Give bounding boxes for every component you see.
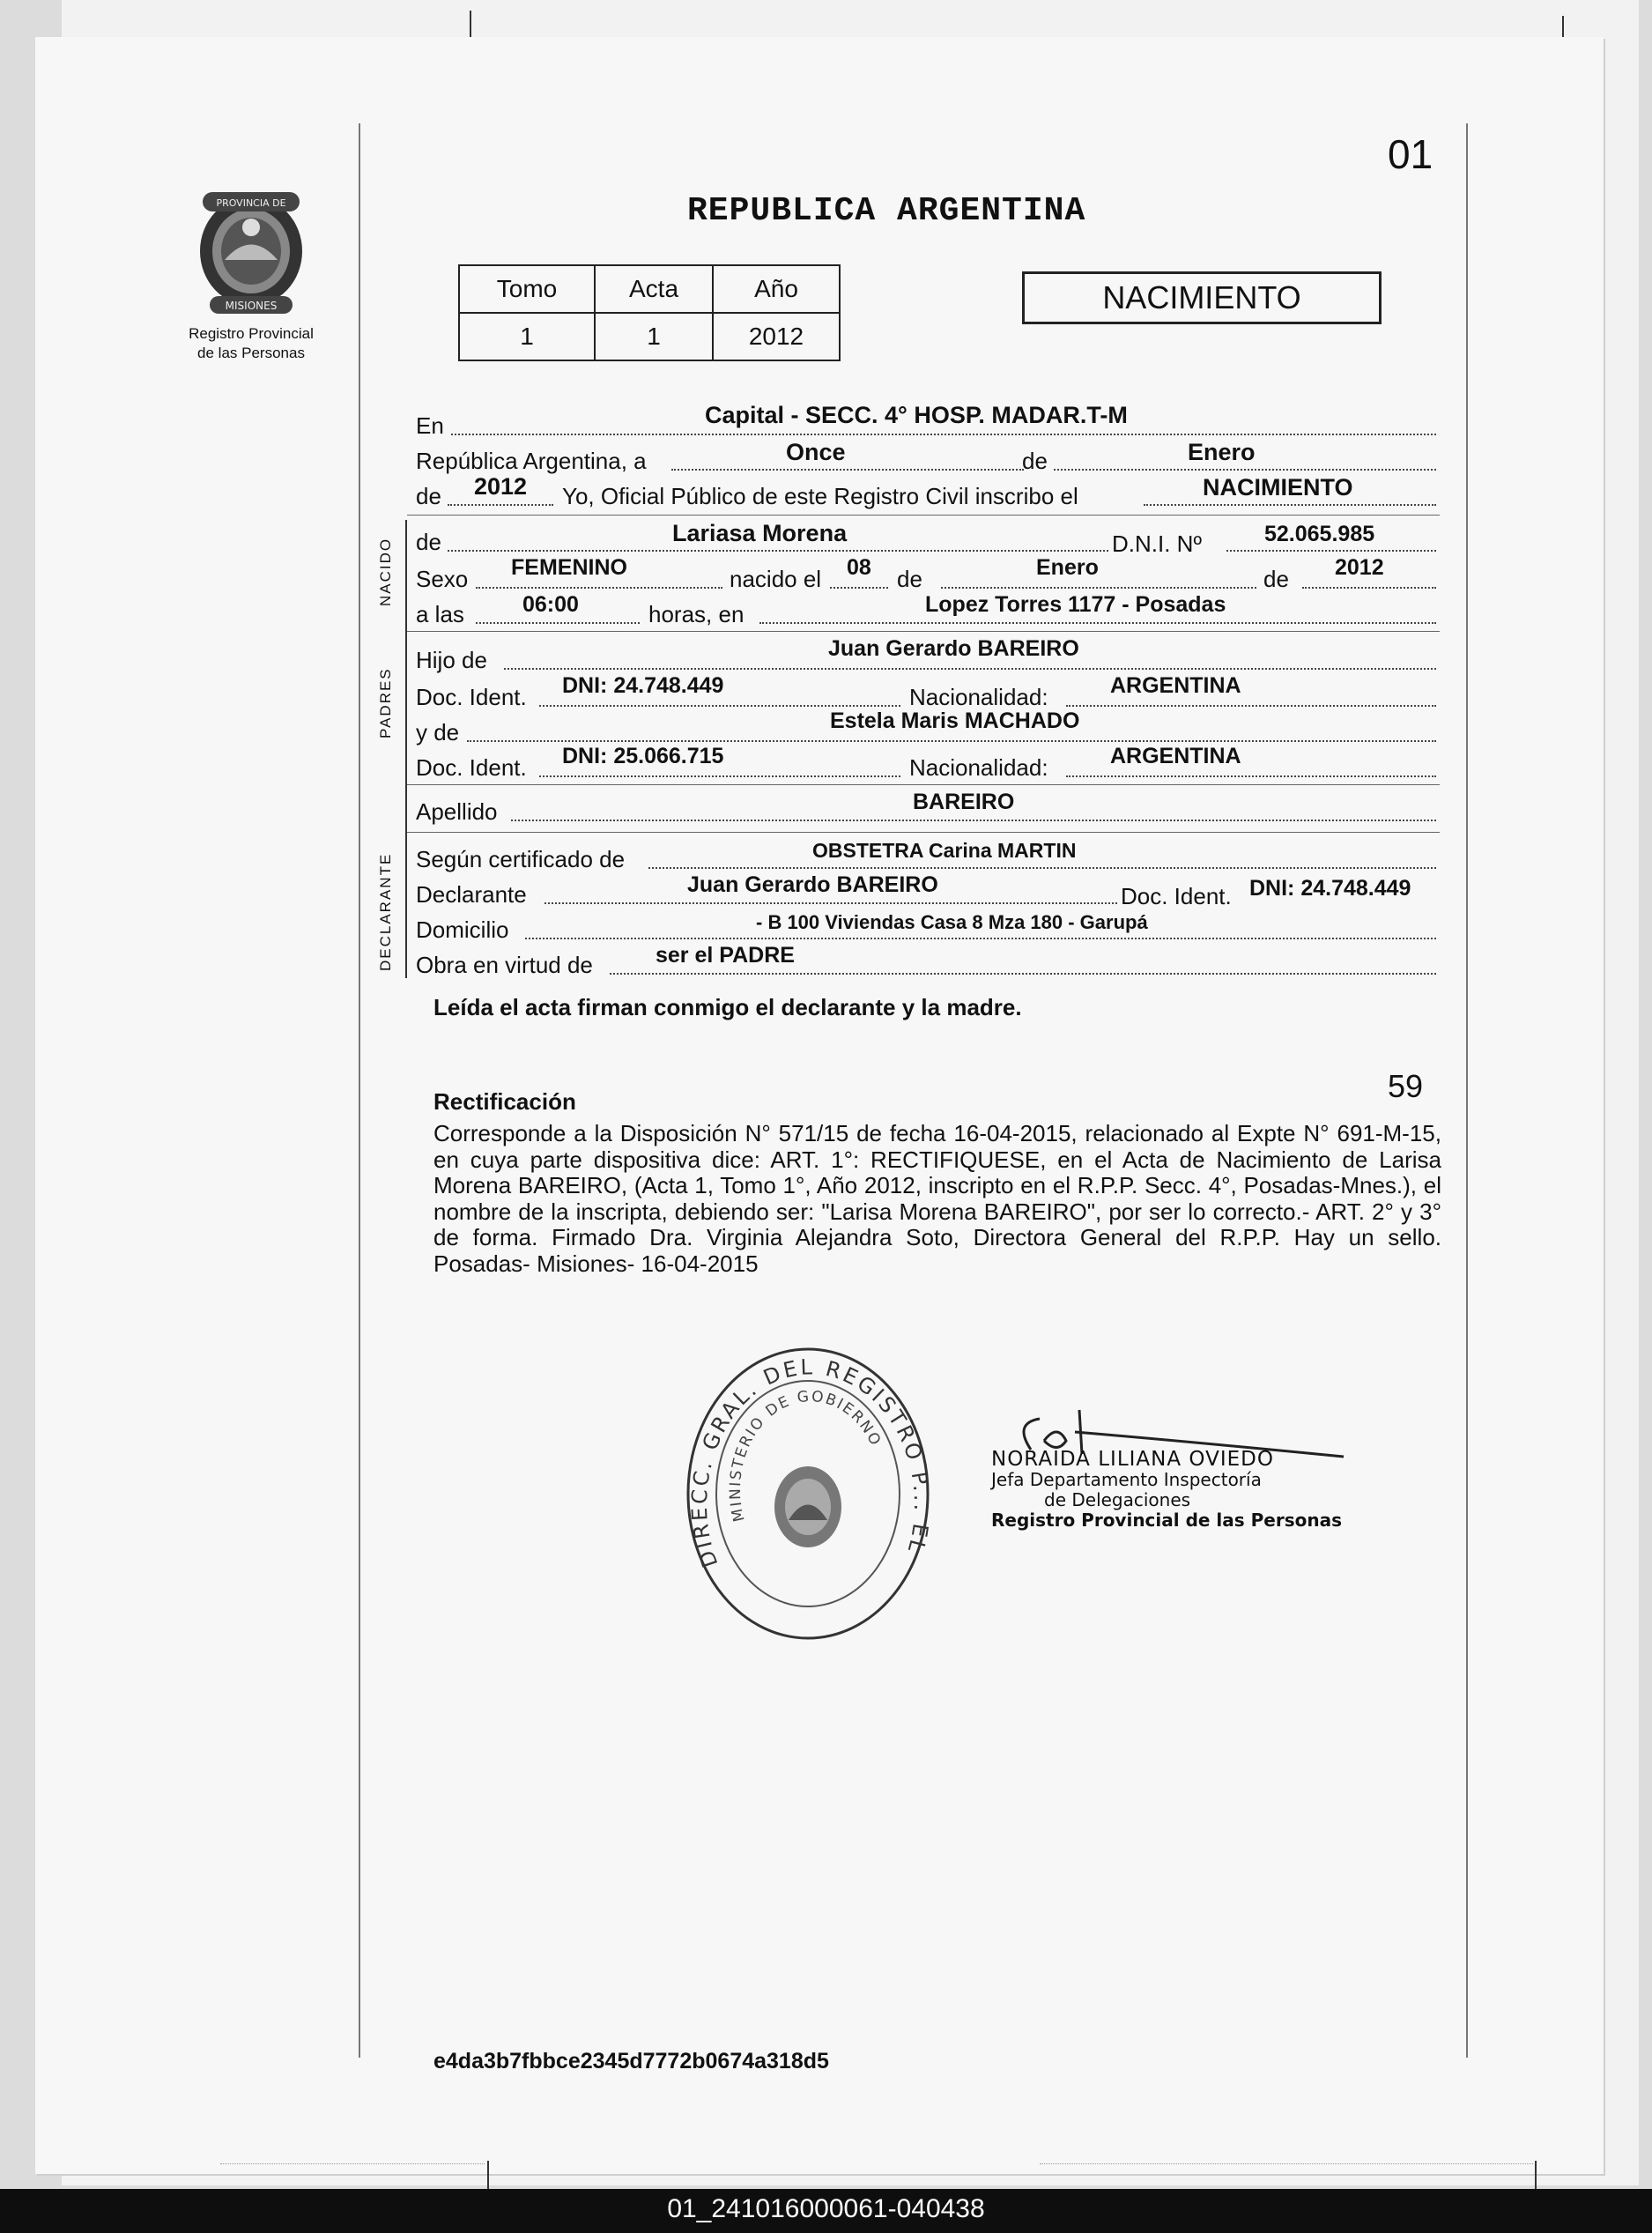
dotted-line — [539, 775, 900, 777]
document-hash: e4da3b7fbbce2345d7772b0674a318d5 — [433, 2049, 829, 2074]
record-table — [458, 264, 841, 361]
place-value: Capital - SECC. 4° HOSP. MADAR.T-M — [705, 402, 1128, 428]
divider — [407, 515, 1440, 516]
section-label-declarante: DECLARANTE — [377, 852, 394, 971]
provincial-crest-icon — [185, 176, 317, 317]
dotted-line — [1144, 504, 1436, 506]
doc-ident-label: Doc. Ident. — [1121, 883, 1232, 909]
divider — [407, 784, 1440, 785]
horas-en-label: horas, en — [648, 601, 745, 627]
sexo-value: FEMENINO — [511, 555, 627, 580]
left-margin-line — [359, 123, 360, 2058]
inscribe-value: NACIMIENTO — [1203, 474, 1353, 501]
page-edge-mark — [470, 11, 471, 37]
de-label: de — [1263, 566, 1289, 592]
right-margin-line — [1466, 123, 1468, 2058]
registry-line-2: de las Personas — [197, 345, 305, 361]
mother-name-value: Estela Maris MACHADO — [830, 708, 1080, 733]
dotted-line — [1054, 469, 1436, 471]
apellido-label: Apellido — [416, 798, 498, 825]
folio-number: 59 — [1388, 1068, 1424, 1104]
document-title: REPUBLICA ARGENTINA — [687, 192, 1086, 230]
nacionalidad-label: Nacionalidad: — [909, 684, 1048, 710]
seal-inner-text: MINISTERIO DE GOBIERNO — [726, 1387, 885, 1524]
dotted-line — [1302, 587, 1436, 589]
official-seal-stamp — [683, 1344, 934, 1643]
section-label-nacido: NACIDO — [377, 537, 394, 606]
dotted-line — [476, 622, 640, 624]
sexo-label: Sexo — [416, 566, 469, 592]
mother-doc-value: DNI: 25.066.715 — [562, 744, 724, 768]
bottom-edge-dots — [220, 2163, 485, 2164]
declarante-label: Declarante — [416, 881, 527, 908]
obra-label: Obra en virtud de — [416, 952, 593, 978]
certificado-label: Según certificado de — [416, 846, 626, 872]
signatory-name: NORAIDA LILIANA OVIEDO — [991, 1448, 1274, 1471]
divider — [407, 832, 1440, 833]
domicilio-value: - B 100 Viviendas Casa 8 Mza 180 - Garupá — [756, 911, 1148, 933]
obra-value: ser el PADRE — [656, 943, 795, 968]
tomo-value: 1 — [459, 313, 595, 360]
birth-day-value: 08 — [847, 555, 871, 580]
footer-filename: 01_241016000061-040438 — [667, 2194, 985, 2223]
declarante-doc-value: DNI: 24.748.449 — [1249, 876, 1411, 901]
doc-ident-label: Doc. Ident. — [416, 684, 527, 710]
seal-ring-text: DIRECC. GRAL. DEL REGISTRO P... EL — [686, 1354, 934, 1571]
dotted-line — [467, 740, 1436, 742]
nacido-de-label: de — [416, 529, 441, 555]
day-value: Once — [786, 439, 846, 465]
page-number: 01 — [1388, 131, 1433, 177]
y-de-label: y de — [416, 719, 460, 746]
certificado-value: OBSTETRA Carina MARTIN — [812, 839, 1077, 862]
svg-text:MISIONES: MISIONES — [225, 300, 278, 312]
apellido-value: BAREIRO — [913, 790, 1015, 814]
de-label: de — [897, 566, 922, 592]
registry-line-1: Registro Provincial — [189, 325, 314, 342]
a-las-label: a las — [416, 601, 464, 627]
ano-header: Año — [713, 265, 840, 313]
year-value: 2012 — [474, 473, 528, 500]
dotted-line — [1226, 550, 1436, 552]
dotted-line — [941, 587, 1256, 589]
declarante-value: Juan Gerardo BAREIRO — [687, 872, 938, 897]
dotted-line — [671, 469, 1024, 471]
section-label-padres: PADRES — [377, 667, 394, 738]
dotted-line — [511, 820, 1436, 821]
child-name-value: Lariasa Morena — [672, 520, 848, 546]
child-dni-value: 52.065.985 — [1264, 522, 1375, 546]
acta-header: Acta — [595, 265, 713, 313]
dotted-line — [610, 973, 1436, 975]
dotted-line — [544, 902, 1117, 904]
tomo-header: Tomo — [459, 265, 595, 313]
signatory-title: Jefa Departamento Inspectoría — [991, 1469, 1262, 1490]
divider — [407, 631, 1440, 632]
signatory-institution: Registro Provincial de las Personas — [991, 1510, 1343, 1531]
dotted-line — [504, 668, 1436, 670]
de-label: de — [1022, 448, 1048, 474]
signatory-department: de Delegaciones — [1044, 1489, 1191, 1510]
father-nationality-value: ARGENTINA — [1110, 673, 1241, 698]
closing-statement: Leída el acta firman conmigo el declarante y la madre. — [433, 994, 1022, 1020]
birth-hour-value: 06:00 — [522, 592, 579, 617]
dotted-line — [1066, 775, 1436, 777]
page-edge-mark — [1535, 2161, 1537, 2189]
yo-text: Yo, Oficial Público de este Registro Civil inscribo el — [562, 483, 1078, 509]
dotted-line — [451, 434, 1436, 435]
rectification-title: Rectificación — [433, 1088, 576, 1115]
dotted-line — [648, 867, 1436, 869]
de-label: de — [416, 483, 441, 509]
dotted-line — [1066, 705, 1436, 707]
father-doc-value: DNI: 24.748.449 — [562, 673, 724, 698]
domicilio-label: Domicilio — [416, 916, 509, 943]
doc-ident-label: Doc. Ident. — [416, 754, 527, 781]
acta-value: 1 — [595, 313, 713, 360]
act-type-box: NACIMIENTO — [1022, 271, 1382, 324]
republica-label: República Argentina, a — [416, 448, 647, 474]
ano-value: 2012 — [713, 313, 840, 360]
section-bracket-line — [405, 520, 407, 978]
dotted-line — [525, 938, 1436, 939]
dotted-line — [448, 550, 1108, 552]
dni-label: D.N.I. Nº — [1112, 530, 1202, 557]
registry-label — [159, 324, 344, 363]
page-edge-mark — [1562, 16, 1564, 39]
bottom-edge-dots — [1040, 2163, 1533, 2164]
nacido-el-label: nacido el — [730, 566, 822, 592]
birth-month-value: Enero — [1036, 555, 1099, 580]
en-label: En — [416, 412, 444, 439]
mother-nationality-value: ARGENTINA — [1110, 744, 1241, 768]
birth-year-value: 2012 — [1335, 555, 1384, 580]
rectification-text: Corresponde a la Disposición N° 571/15 de fecha 16-04-2015, relacionado al Expte N° 691-M-15, en cuya parte dispositiva dice: ART. 1°: RECTIFIQUESE, en el Acta de Nacimiento de Larisa Morena BAREIRO, (Acta 1, Tomo 1°, Año 2012, inscripto en el R.P.P. Secc. 4°, Posadas-Mnes.), el nombre de la inscripta, debiendo ser: "Larisa Morena BAREIRO", por ser lo correcto.- ART. 2° y 3° de forma. Firmado Dra. Virginia Alejandra Soto, Directora General del R.P.P. Hay un sello. Posadas- Misiones- 16-04-2015 — [433, 1120, 1441, 1277]
month-value: Enero — [1188, 439, 1256, 465]
dotted-line — [448, 504, 553, 506]
dotted-line — [539, 705, 900, 707]
svg-text:PROVINCIA DE: PROVINCIA DE — [216, 197, 286, 209]
signatory-block — [991, 1450, 1342, 1531]
hijo-label: Hijo de — [416, 647, 487, 673]
dotted-line — [476, 587, 722, 589]
dotted-line — [830, 587, 888, 589]
page-edge-mark — [487, 2161, 489, 2189]
dotted-line — [759, 622, 1436, 624]
nacionalidad-label: Nacionalidad: — [909, 754, 1048, 781]
birth-place-value: Lopez Torres 1177 - Posadas — [925, 592, 1226, 617]
father-name-value: Juan Gerardo BAREIRO — [828, 636, 1079, 661]
